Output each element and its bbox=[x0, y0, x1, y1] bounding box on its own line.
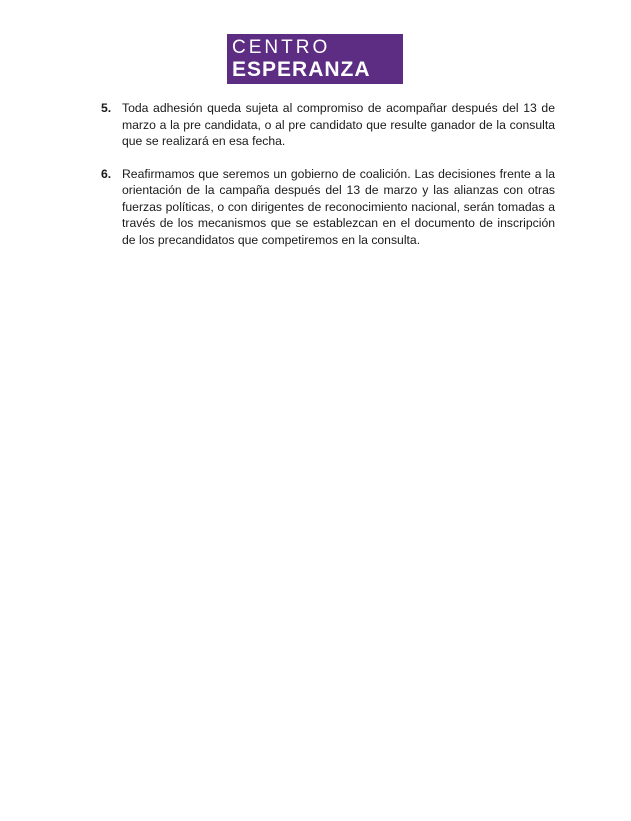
list-item-6 bbox=[95, 166, 555, 249]
item-number: 6. bbox=[101, 166, 112, 181]
numbered-list bbox=[95, 100, 555, 248]
item-text: Reafirmamos que seremos un gobierno de coalición. Las decisiones frente a la orientación de la campaña después del 13 de marzo y las alianzas con otras fuerzas políticas, o con dirigentes de reconocimiento nacional, serán tomadas a través de los mecanismos que se establezcan en el documento de inscripción de los precandidatos que competiremos en la consulta. bbox=[122, 166, 555, 247]
item-text: Toda adhesión queda sujeta al compromiso de acompañar después del 13 de marzo a la pre candidata, o al pre candidato que resulte ganador de la consulta que se realizará en esa fecha. bbox=[122, 101, 555, 148]
list-item-5 bbox=[95, 100, 555, 150]
item-number: 5. bbox=[101, 101, 112, 115]
logo-line-esperanza: ESPERANZA bbox=[232, 58, 371, 81]
logo-line-centro: CENTRO bbox=[232, 37, 331, 58]
centro-esperanza-logo bbox=[227, 34, 403, 84]
